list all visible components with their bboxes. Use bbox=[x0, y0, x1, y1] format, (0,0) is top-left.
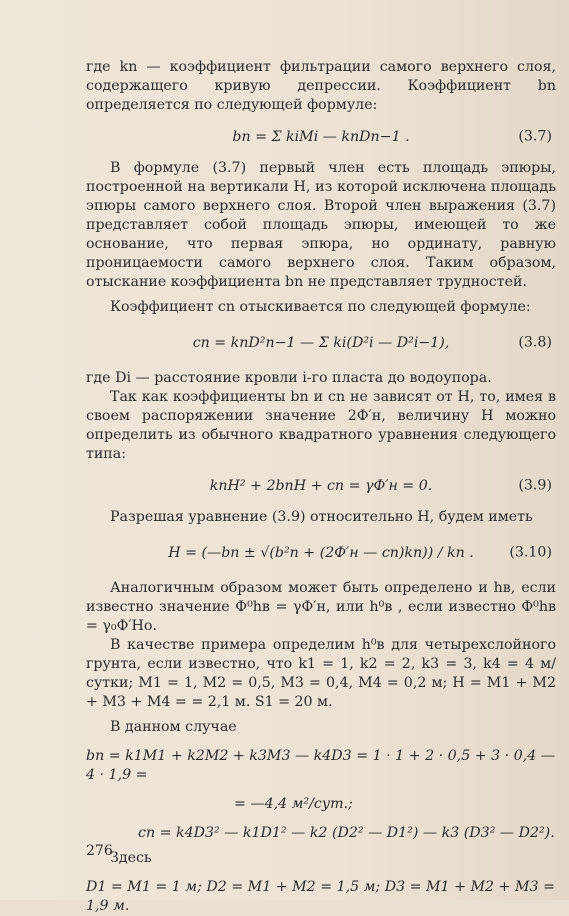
page-text bbox=[86, 58, 556, 916]
equation-3-8 bbox=[86, 317, 556, 369]
equation-3-7 bbox=[86, 115, 556, 159]
calc-bn-result: = —4,4 м²/сут.; bbox=[234, 796, 353, 812]
equation-3-10-body: H = (—bn ± √(b²n + (2Ф′н — cn)kn)) / kn . bbox=[168, 544, 474, 561]
equation-3-8-body: cn = knD²n−1 — Σ ki(D²i — D²i−1), bbox=[192, 334, 450, 351]
paragraph-9: В данном случае bbox=[110, 719, 237, 735]
paragraph-10: Здесь bbox=[110, 850, 152, 866]
equation-3-10 bbox=[86, 527, 556, 579]
equation-3-7-number: (3.7) bbox=[518, 128, 552, 145]
equation-3-8-number: (3.8) bbox=[518, 334, 552, 351]
paragraph-8: В качестве примера определим h⁰в для четырехслойного грунта, если известно, что k1 = 1, k2 = 2, k3 = 3, k4 = 4 м/сутки; M1 = 1, M2 = 0,5, M3 = 0,4, M4 = 0,2 м; H = M1 + M2 + M3 + M4 = = 2,1 м. S1 = 20 м. bbox=[86, 637, 556, 710]
paragraph-5: Так как коэффициенты bn и cn не зависят от H, то, имея в своем распоряжении значение 2Ф′н, величину H можно определить из обычного квадратного уравнения следующего типа: bbox=[86, 389, 556, 462]
paragraph-2: В формуле (3.7) первый член есть площадь эпюры, построенной на вертикали H, из которой исключена площадь эпюры самого верхнего слоя. Второй член выражения (3.7) представляет собой площадь эпюры, имеющей то же основание, что первая эпюра, но ординату, равную проницаемости самого верхнего слоя. Таким образом, отыскание коэффициента bn не представляет трудностей. bbox=[86, 160, 556, 290]
paragraph-6: Разрешая уравнение (3.9) относительно H, будем иметь bbox=[110, 509, 533, 525]
calc-d-values: D1 = M1 = 1 м; D2 = M1 + M2 = 1,5 м; D3 = M1 + M2 + M3 = 1,9 м. bbox=[86, 879, 555, 914]
equation-3-9-body: knH² + 2bnH + cn = γФ′н = 0. bbox=[209, 477, 433, 494]
equation-3-7-body: bn = Σ kiMi — knDn−1 . bbox=[232, 128, 410, 145]
calc-cn: cn = k4D3² — k1D1² — k2 (D2² — D1²) — k3 (D3² — D2²). bbox=[138, 825, 555, 841]
paragraph-3: Коэффициент cn отыскивается по следующей формуле: bbox=[110, 299, 531, 315]
paragraph-1: где kn — коэффициент фильтрации самого верхнего слоя, содержащего кривую депрессии. Коэффициент bn определяется по следующей формуле: bbox=[86, 59, 556, 113]
equation-3-9-number: (3.9) bbox=[518, 477, 552, 494]
calc-bn: bn = k1M1 + k2M2 + k3M3 — k4D3 = 1 · 1 + 2 · 0,5 + 3 · 0,4 — 4 · 1,9 = bbox=[86, 748, 555, 783]
paragraph-4: где Di — расстояние кровли i-го пласта до водоупора. bbox=[86, 370, 492, 386]
equation-3-10-number: (3.10) bbox=[509, 544, 552, 561]
paragraph-7: Аналогичным образом может быть определено и hв, если известно значение Ф⁰hв = γФ′н, или h⁰в , если известно Ф⁰hв = γ₀Ф′Hо. bbox=[86, 580, 556, 634]
page-number: 276 bbox=[86, 843, 113, 859]
equation-3-9 bbox=[86, 464, 556, 508]
